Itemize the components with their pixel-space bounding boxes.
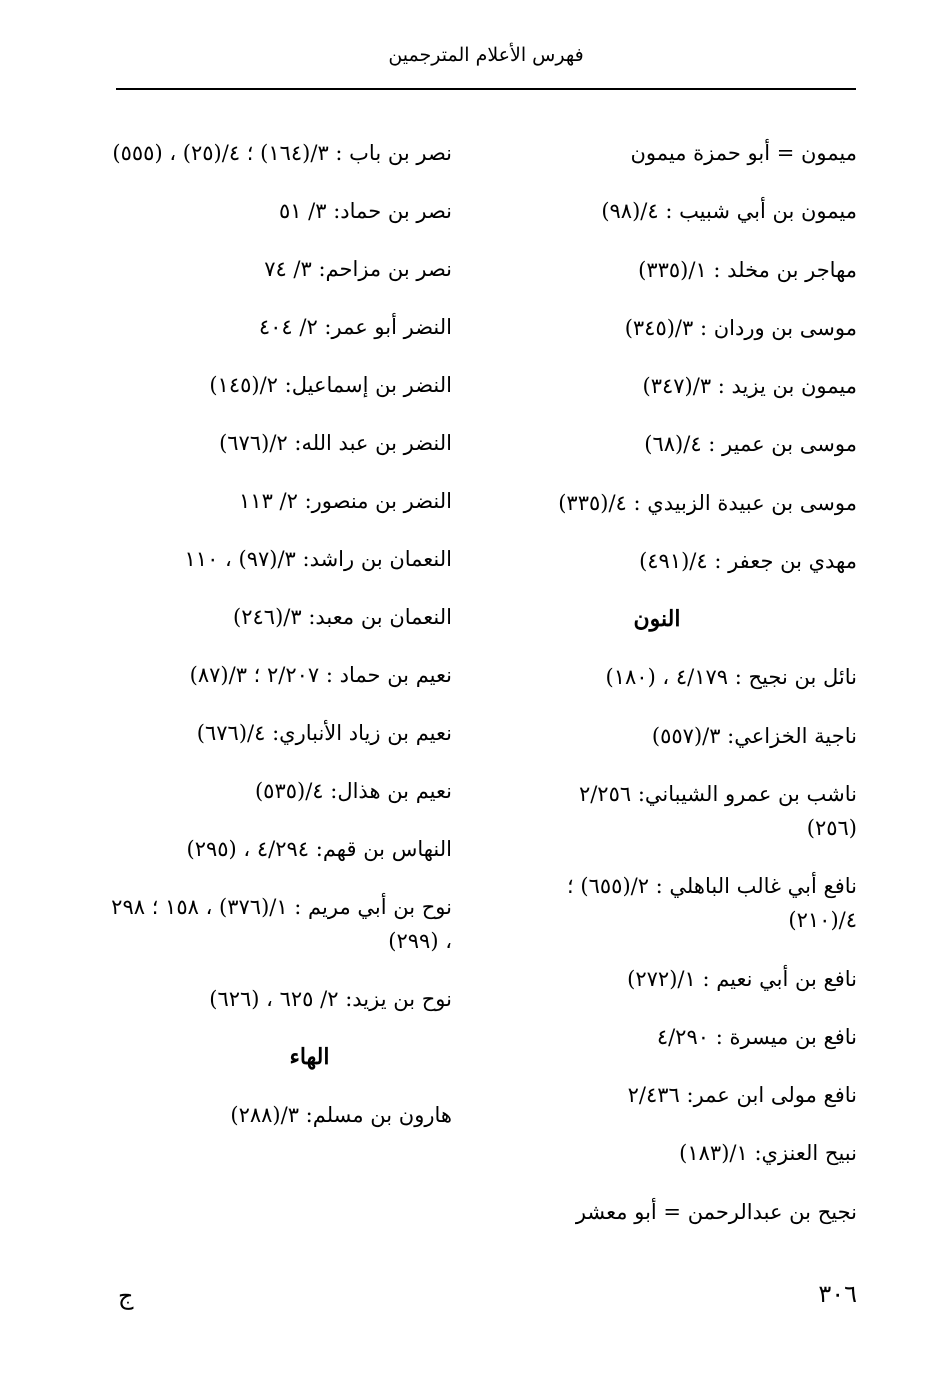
index-entry: مهاجر بن مخلد : ١/(٣٣٥) (638, 257, 857, 282)
index-entry: النعمان بن راشد: ٣/(٩٧) ، ١١٠ (184, 547, 452, 571)
index-entry: نافع مولى ابن عمر: ٢/٤٣٦ (627, 1083, 857, 1108)
index-entry: ميمون بن يزيد : ٣/(٣٤٧) (642, 374, 857, 399)
index-entry: نجيح بن عبدالرحمن = أبو معشر (575, 1199, 857, 1224)
index-entry: نائل بن نجيح : ٤/١٧٩ ، (١٨٠) (605, 665, 857, 690)
index-entry: نوح بن يزيد: ٢/ ٦٢٥ ، (٦٢٦) (209, 987, 452, 1011)
header-rule (116, 88, 856, 90)
page-header-title: فهرس الأعلام المترجمين (388, 44, 584, 66)
index-entry: موسى بن وردان : ٣/(٣٤٥) (624, 315, 857, 340)
index-entry: هارون بن مسلم: ٣/(٢٨٨) (230, 1103, 452, 1127)
index-entry: نعيم بن حماد : ٢/٢٠٧ ؛ ٣/(٨٧) (189, 663, 452, 687)
section-heading-ha: الهاء (289, 1044, 330, 1070)
index-column-left (107, 136, 452, 1156)
index-entry: نافع بن أبي نعيم : ١/(٢٧٢) (627, 966, 857, 991)
index-entry: نصر بن باب : ٣/(١٦٤) ؛ ٤/(٢٥) ، (٥٥٥) (112, 141, 452, 165)
index-entry: ناجية الخزاعي: ٣/(٥٥٧) (651, 723, 857, 748)
index-entry: ناشب بن عمرو الشيباني: ٢/٢٥٦ (٢٥٦) (578, 781, 857, 840)
page-number: ٣٠٦ (818, 1280, 857, 1308)
index-entry: موسى بن عبيدة الزبيدي : ٤/(٣٣٥) (558, 490, 857, 515)
section-heading-nun: النون (633, 606, 681, 633)
index-entry: نعيم بن زياد الأنباري: ٤/(٦٧٦) (196, 721, 452, 745)
index-entry: نافع بن ميسرة : ٤/٢٩٠ (656, 1024, 857, 1049)
index-entry: ميمون = أبو حمزة ميمون (630, 141, 857, 165)
index-entry: نبيح العنزي: ١/(١٨٣) (679, 1141, 857, 1166)
index-entry: النضر بن منصور: ٢/ ١١٣ (239, 489, 452, 513)
index-entry: النعمان بن معبد: ٣/(٢٤٦) (233, 605, 452, 629)
signature-mark: ج (118, 1282, 134, 1310)
index-entry: ميمون بن أبي شبيب : ٤/(٩٨) (601, 199, 857, 224)
index-entry: مهدي بن جعفر : ٤/(٤٩١) (639, 549, 857, 574)
index-entry: النهاس بن قهم: ٤/٢٩٤ ، (٢٩٥) (186, 837, 452, 861)
index-column-right (527, 136, 857, 1253)
index-entry: النضر بن عبد الله: ٢/(٦٧٦) (219, 431, 452, 455)
index-entry: النضر أبو عمر: ٢/ ٤٠٤ (258, 315, 452, 339)
index-entry: نصر بن مزاحم: ٣/ ٧٤ (264, 257, 452, 281)
index-entry: نصر بن حماد: ٣/ ٥١ (278, 199, 452, 223)
index-entry: النضر بن إسماعيل: ٢/(١٤٥) (209, 373, 452, 397)
index-entry: موسى بن عمير : ٤/(٦٨) (644, 432, 857, 457)
index-entry: نعيم بن هذال: ٤/(٥٣٥) (254, 779, 452, 803)
index-entry: نافع أبي غالب الباهلي : ٢/(٦٥٥) ؛ ٤/(٢١٠) (567, 874, 857, 933)
index-entry: نوح بن أبي مريم : ١/(٣٧٦) ، ١٥٨ ؛ ٢٩٨ ، (٢٩٩) (111, 895, 452, 953)
